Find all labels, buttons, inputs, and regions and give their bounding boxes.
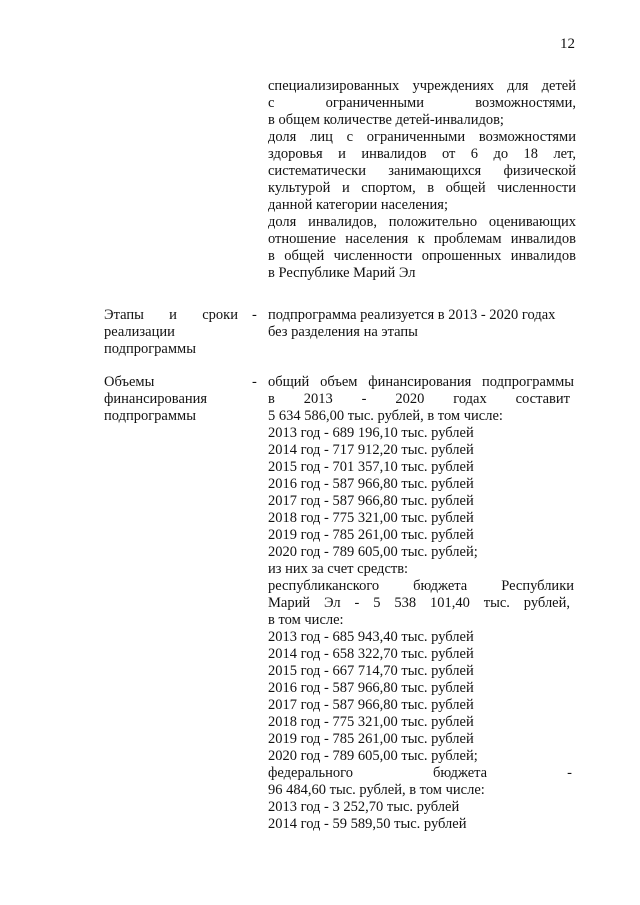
stages-label-line: реализации bbox=[104, 324, 175, 340]
republic-year-line: 2016 год - 587 966,80 тыс. рублей bbox=[268, 680, 474, 696]
intro-line: культурой и спортом, в общей численности bbox=[268, 180, 576, 196]
intro-line: доля инвалидов, положительно оценивающих bbox=[268, 214, 576, 230]
funding-sources-intro: из них за счет средств: bbox=[268, 561, 409, 577]
republic-year-line: 2020 год - 789 605,00 тыс. рублей; bbox=[268, 748, 478, 764]
republic-budget-line: Марий Эл - 5 538 101,40 тыс. рублей, bbox=[268, 595, 570, 611]
republic-year-line: 2015 год - 667 714,70 тыс. рублей bbox=[268, 663, 474, 679]
intro-line: отношение населения к проблемам инвалидов bbox=[268, 231, 576, 247]
republic-year-line: 2017 год - 587 966,80 тыс. рублей bbox=[268, 697, 474, 713]
funding-year-line: 2016 год - 587 966,80 тыс. рублей bbox=[268, 476, 474, 492]
funding-label-line: подпрограммы bbox=[104, 408, 196, 424]
federal-year-line: 2014 год - 59 589,50 тыс. рублей bbox=[268, 816, 467, 832]
intro-line: специализированных учреждениях для детей bbox=[268, 78, 576, 94]
funding-label-line: Объемы bbox=[104, 374, 155, 390]
federal-budget-line: 96 484,60 тыс. рублей, в том числе: bbox=[268, 782, 485, 798]
federal-budget-line: федерального бюджета - bbox=[268, 765, 572, 781]
stages-value-line: подпрограмма реализуется в 2013 - 2020 годах bbox=[268, 307, 556, 323]
republic-year-line: 2014 год - 658 322,70 тыс. рублей bbox=[268, 646, 474, 662]
funding-dash: - bbox=[252, 374, 257, 390]
stages-label-line: подпрограммы bbox=[104, 341, 196, 357]
funding-year-line: 2019 год - 785 261,00 тыс. рублей bbox=[268, 527, 474, 543]
funding-total-line: общий объем финансирования подпрограммы bbox=[268, 374, 574, 390]
intro-line: данной категории населения; bbox=[268, 197, 448, 213]
republic-budget-line: в том числе: bbox=[268, 612, 344, 628]
stages-label-line: Этапы и сроки bbox=[104, 307, 238, 323]
intro-line: в общем количестве детей-инвалидов; bbox=[268, 112, 504, 128]
intro-line: доля лиц с ограниченными возможностями bbox=[268, 129, 576, 145]
stages-dash: - bbox=[252, 307, 257, 323]
intro-line: систематически занимающихся физической bbox=[268, 163, 576, 179]
federal-year-line: 2013 год - 3 252,70 тыс. рублей bbox=[268, 799, 460, 815]
republic-year-line: 2013 год - 685 943,40 тыс. рублей bbox=[268, 629, 474, 645]
funding-label-line: финансирования bbox=[104, 391, 208, 407]
intro-line: здоровья и инвалидов от 6 до 18 лет, bbox=[268, 146, 576, 162]
republic-year-line: 2019 год - 785 261,00 тыс. рублей bbox=[268, 731, 474, 747]
funding-year-line: 2014 год - 717 912,20 тыс. рублей bbox=[268, 442, 474, 458]
page-number: 12 bbox=[560, 36, 575, 52]
funding-year-line: 2017 год - 587 966,80 тыс. рублей bbox=[268, 493, 474, 509]
funding-year-line: 2015 год - 701 357,10 тыс. рублей bbox=[268, 459, 474, 475]
stages-value-line: без разделения на этапы bbox=[268, 324, 418, 340]
funding-total-line: 5 634 586,00 тыс. рублей, в том числе: bbox=[268, 408, 503, 424]
funding-year-line: 2020 год - 789 605,00 тыс. рублей; bbox=[268, 544, 478, 560]
intro-line: в Республике Марий Эл bbox=[268, 265, 416, 281]
republic-budget-line: республиканского бюджета Республики bbox=[268, 578, 574, 594]
intro-line: с ограниченными возможностями, bbox=[268, 95, 576, 111]
funding-total-line: в 2013 - 2020 годах составит bbox=[268, 391, 570, 407]
funding-year-line: 2013 год - 689 196,10 тыс. рублей bbox=[268, 425, 474, 441]
intro-line: в общей численности опрошенных инвалидов bbox=[268, 248, 576, 264]
republic-year-line: 2018 год - 775 321,00 тыс. рублей bbox=[268, 714, 474, 730]
funding-year-line: 2018 год - 775 321,00 тыс. рублей bbox=[268, 510, 474, 526]
